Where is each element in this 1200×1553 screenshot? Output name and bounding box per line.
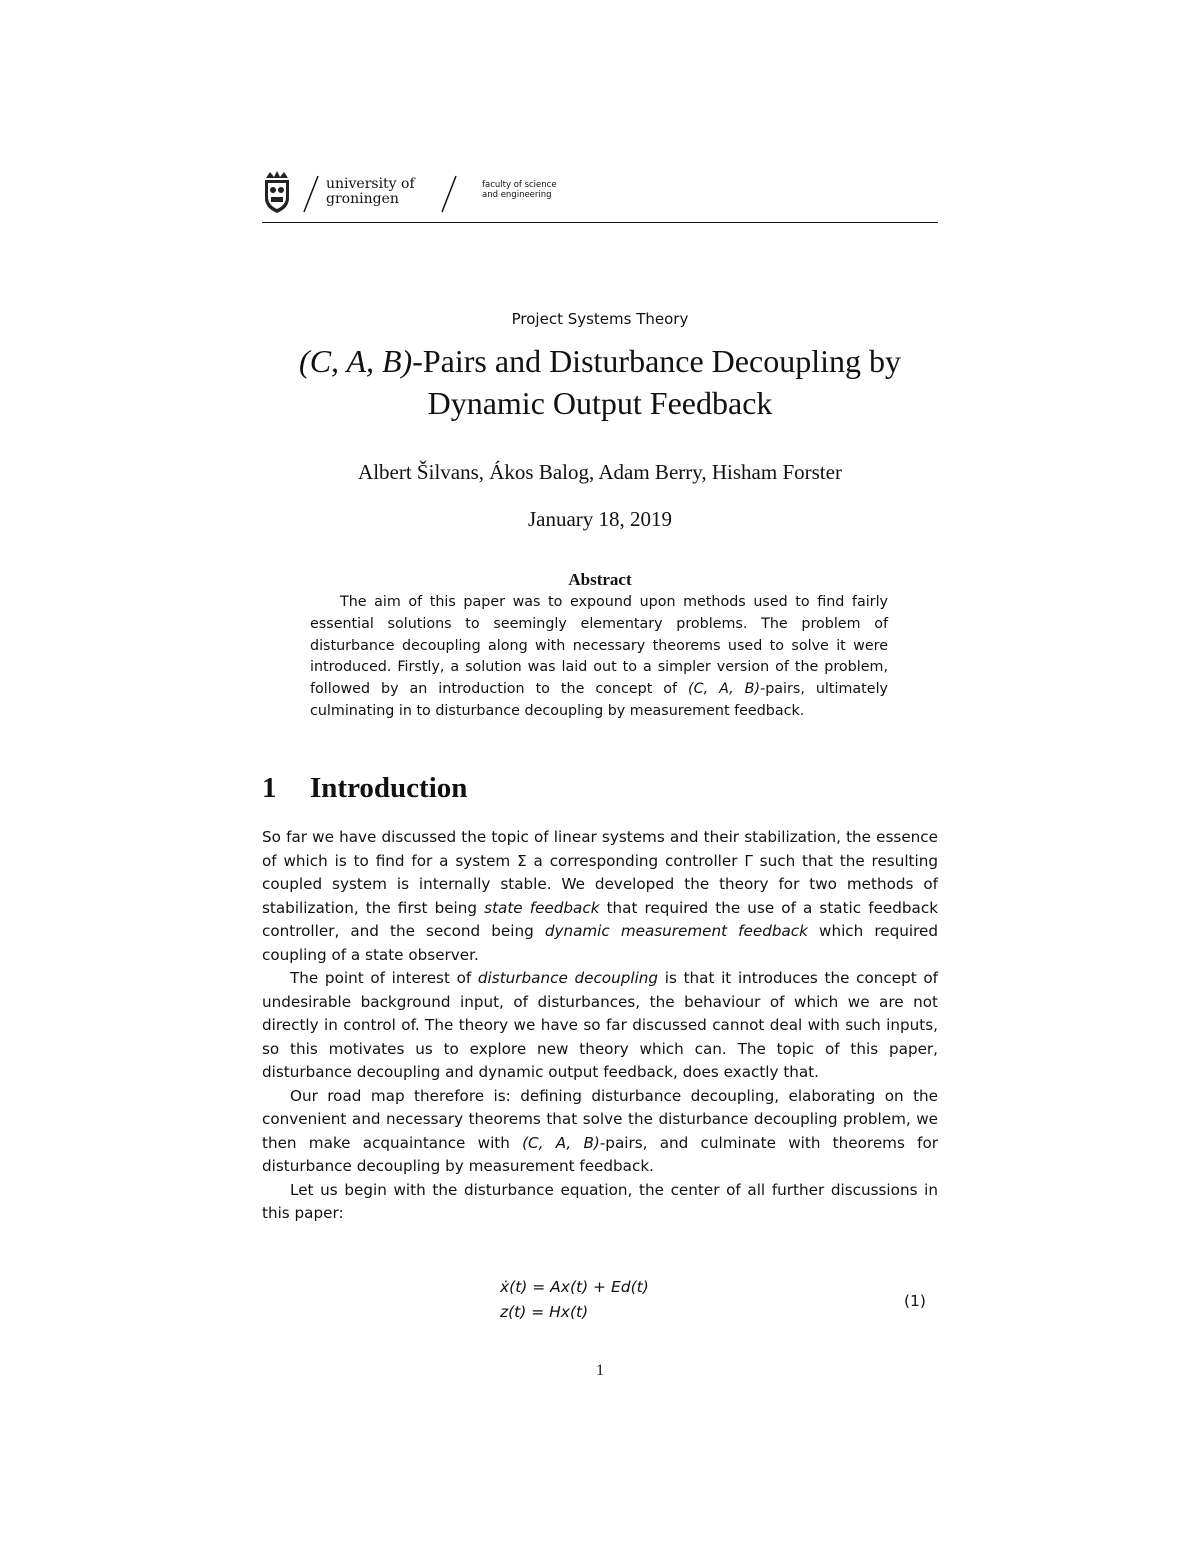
- body-text: [262, 826, 938, 1226]
- date: January 18, 2019: [527, 507, 673, 531]
- university-header: [262, 168, 938, 224]
- faculty-name: faculty of science and engineering: [482, 180, 557, 200]
- abstract-heading: Abstract: [568, 570, 632, 589]
- paragraph: The point of interest of disturbance decoupling is that it introduces the concept of undesirable background input, of disturbances, the behaviour of which we are not directly in control of. The theory we have so far discussed cannot deal with such inputs, so this motivates us to explore new theory which can. The topic of this paper, disturbance decoupling and dynamic output feedback, does exactly that.: [262, 969, 938, 1081]
- paper-title: [0, 340, 1200, 424]
- section-title: Introduction: [310, 772, 468, 804]
- header-rule: [262, 222, 938, 223]
- title-line1: -Pairs and Disturbance Decoupling by: [412, 343, 901, 379]
- title-math: (C, A, B): [299, 343, 413, 379]
- section-number: 1: [262, 772, 277, 804]
- title-line2: Dynamic Output Feedback: [427, 385, 773, 421]
- divider-slash-icon: [302, 174, 320, 214]
- equation-line: ẋ(t) = Ax(t) + Ed(t): [500, 1278, 649, 1296]
- abstract-text: The aim of this paper was to expound upon methods used to find fairly essential solutions to seemingly elementary problems. The problem of disturbance decoupling along with necessary theorems used to solve it were introduced. Firstly, a solution was laid out to a simpler version of the problem, followed by an introduction to the concept of (C, A, B)-pairs, ultimately culminating in to disturbance decoupling by measurement feedback.: [310, 594, 888, 719]
- university-crest-icon: [262, 170, 292, 214]
- paragraph: Let us begin with the disturbance equation, the center of all further discussions in this paper:: [262, 1180, 938, 1222]
- divider-slash-icon: [440, 174, 458, 214]
- authors: Albert Šilvans, Ákos Balog, Adam Berry, Hisham Forster: [358, 460, 842, 484]
- page-number: 1: [596, 1362, 604, 1379]
- section-heading: [262, 772, 467, 805]
- equation: [500, 1275, 649, 1325]
- equation-line: z(t) = Hx(t): [500, 1303, 589, 1321]
- paragraph: Our road map therefore is: defining disturbance decoupling, elaborating on the convenient and necessary theorems that solve the disturbance decoupling problem, we then make acquaintance with (C, A, B)-pairs, and culminate with theorems for disturbance decoupling by measurement feedback.: [262, 1086, 938, 1175]
- paragraph: So far we have discussed the topic of linear systems and their stabilization, the essence of which is to find for a system Σ a corresponding controller Γ such that the resulting coupled system is internally stable. We developed the theory for two methods of stabilization, the first being state feedback that required the use of a static feedback controller, and the second being dynamic measurement feedback which required coupling of a state observer.: [262, 828, 938, 964]
- project-label: Project Systems Theory: [511, 310, 689, 328]
- university-name: university of groningen: [326, 176, 415, 207]
- equation-number: (1): [904, 1292, 926, 1310]
